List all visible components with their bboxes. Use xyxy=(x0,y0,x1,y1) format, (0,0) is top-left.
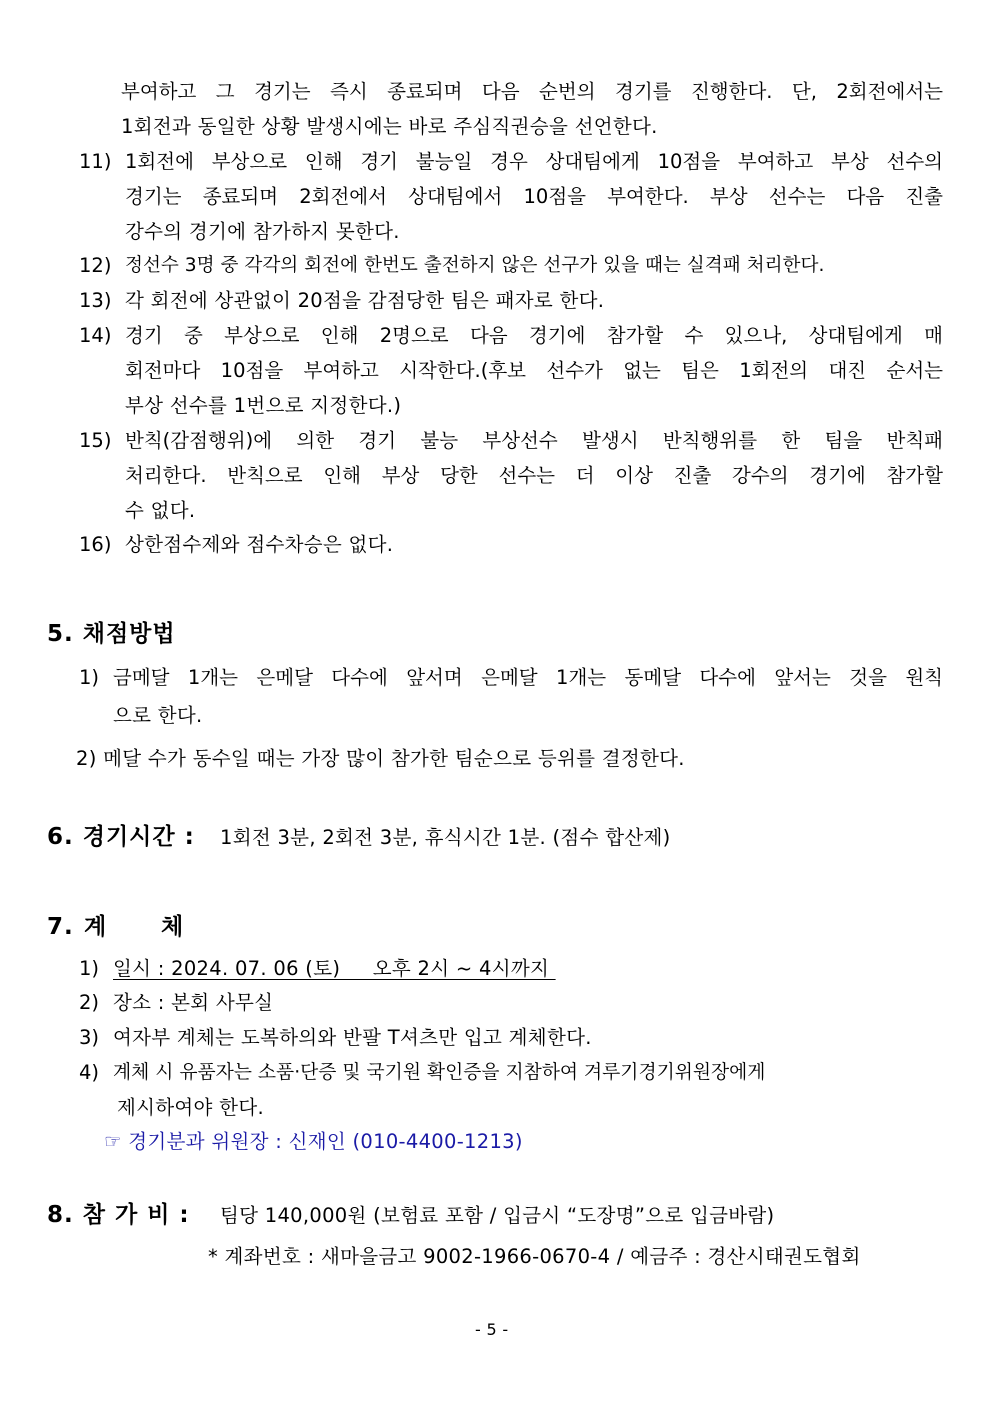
rule-12-number: 12) xyxy=(79,254,112,277)
section-5-item-1-line-2: 으로 한다. xyxy=(113,704,203,727)
rule-13-number: 13) xyxy=(79,289,112,312)
section-7-item-1-number: 1) xyxy=(79,957,100,980)
rule-11-line-3: 강수의 경기에 참가하지 못한다. xyxy=(125,220,400,243)
section-7-item-3-number: 3) xyxy=(79,1026,100,1049)
rule-10-line-1: 부여하고 그 경기는 즉시 종료되며 다음 순번의 경기를 진행한다. 단, 2회전에서는 xyxy=(121,80,943,103)
rule-13-line-1: 각 회전에 상관없이 20점을 감점당한 팀은 패자로 한다. xyxy=(125,289,605,312)
weigh-in-document-rule-line-1: 계체 시 유품자는 소품·단증 및 국기원 확인증을 지참하여 겨루기경기위원장에게 xyxy=(113,1062,766,1083)
section-7-heading-char-2: 체 xyxy=(161,914,185,940)
rule-12-line-1: 정선수 3명 중 각각의 회전에 한번도 출전하지 않은 선구가 있을 때는 실격패 처리한다. xyxy=(125,255,825,276)
entry-fee-text: 팀당 140,000원 (보험료 포함 / 입금시 “도장명”으로 입금바람) xyxy=(220,1204,775,1227)
rule-15-line-1: 반칙(감점행위)에 의한 경기 불능 부상선수 발생시 반칙행위를 한 팀을 반칙패 xyxy=(125,429,943,452)
section-5-heading: 5. 채점방법 xyxy=(47,621,176,647)
section-5-item-1-number: 1) xyxy=(79,666,100,689)
rule-11-line-1: 1회전에 부상으로 인해 경기 불능일 경우 상대팀에게 10점을 부여하고 부상 선수의 xyxy=(125,150,943,173)
rule-14-line-2: 회전마다 10점을 부여하고 시작한다.(후보 선수가 없는 팀은 1회전의 대진 순서는 xyxy=(125,359,943,382)
section-7-item-2-number: 2) xyxy=(79,991,100,1014)
section-7-heading-number: 7. xyxy=(47,914,74,940)
rule-14-number: 14) xyxy=(79,324,112,347)
section-7-heading-char-1: 계 xyxy=(84,914,108,940)
section-7-item-4-number: 4) xyxy=(79,1061,100,1084)
section-8-heading: 8. 참 가 비 : xyxy=(47,1202,190,1228)
rule-16-number: 16) xyxy=(79,533,112,556)
section-5-item-2: 2) 메달 수가 동수일 때는 가장 많이 참가한 팀순으로 등위를 결정한다. xyxy=(76,747,685,770)
committee-contact: ☞ 경기분과 위원장 : 신재인 (010-4400-1213) xyxy=(104,1130,523,1153)
section-6-text: 1회전 3분, 2회전 3분, 휴식시간 1분. (점수 합산제) xyxy=(220,826,671,849)
weigh-in-document-rule-line-2: 제시하여야 한다. xyxy=(117,1096,264,1119)
rule-10-line-2: 1회전과 동일한 상황 발생시에는 바로 주심직권승을 선언한다. xyxy=(121,115,658,138)
bank-account-info: * 계좌번호 : 새마을금고 9002-1966-0670-4 / 예금주 : 경산시태권도협회 xyxy=(208,1245,861,1268)
section-6-heading: 6. 경기시간 : xyxy=(47,824,195,850)
rule-11-line-2: 경기는 종료되며 2회전에서 상대팀에서 10점을 부여한다. 부상 선수는 다음 진출 xyxy=(125,185,943,208)
weigh-in-location: 장소 : 본회 사무실 xyxy=(113,991,274,1014)
rule-15-line-2: 처리한다. 반칙으로 인해 부상 당한 선수는 더 이상 진출 강수의 경기에 참가할 xyxy=(125,464,943,487)
rule-15-number: 15) xyxy=(79,429,112,452)
rule-14-line-1: 경기 중 부상으로 인해 2명으로 다음 경기에 참가할 수 있으나, 상대팀에게 매 xyxy=(125,324,943,347)
rule-16-line-1: 상한점수제와 점수차승은 없다. xyxy=(125,533,394,556)
weigh-in-date: 일시 : 2024. 07. 06 (토) 오후 2시 ~ 4시까지 xyxy=(113,957,556,980)
rule-15-line-3: 수 없다. xyxy=(125,499,196,522)
section-5-item-1-line-1: 금메달 1개는 은메달 다수에 앞서며 은메달 1개는 동메달 다수에 앞서는 것을 원칙 xyxy=(113,666,943,689)
page-number: - 5 - xyxy=(475,1320,509,1339)
weigh-in-attire-rule: 여자부 계체는 도복하의와 반팔 T셔츠만 입고 계체한다. xyxy=(113,1026,592,1049)
rule-11-number: 11) xyxy=(79,150,112,173)
rule-14-line-3: 부상 선수를 1번으로 지정한다.) xyxy=(125,394,402,417)
